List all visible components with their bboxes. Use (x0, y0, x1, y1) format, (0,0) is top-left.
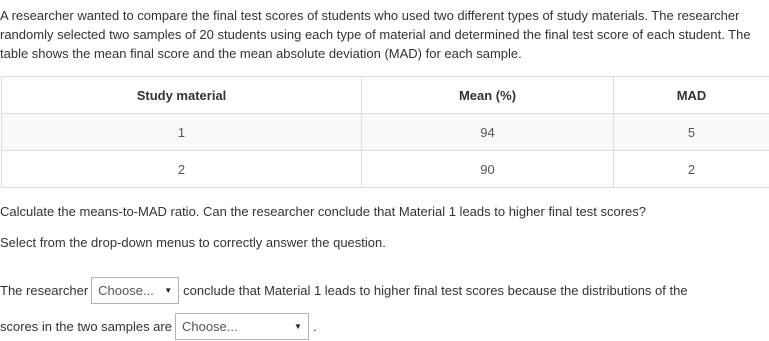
question-text: Calculate the means-to-MAD ratio. Can the researcher conclude that Material 1 leads to higher final test scores? (0, 204, 646, 220)
answer-sentence-line-1 (0, 275, 769, 305)
cell-study-material: 1 (2, 114, 362, 151)
answer-suffix-2: . (313, 319, 317, 334)
cell-mad: 5 (614, 114, 769, 151)
cell-study-material: 2 (2, 151, 362, 188)
cell-mean: 90 (362, 151, 614, 188)
cell-mad: 2 (614, 151, 769, 188)
header-mad: MAD (614, 77, 769, 114)
dropdown-arrow-icon: ▼ (294, 322, 302, 331)
distribution-dropdown-value: Choose... (182, 319, 238, 334)
header-study-material: Study material (2, 77, 362, 114)
table-header-row (2, 77, 769, 114)
distribution-dropdown[interactable] (175, 313, 309, 340)
answer-prefix-2: scores in the two samples are (0, 319, 172, 334)
table-row (2, 114, 769, 151)
instruction-text: Select from the drop-down menus to correctly answer the question. (0, 235, 386, 251)
problem-intro: A researcher wanted to compare the final test scores of students who used two different types of study materials. The researcher randomly selected two samples of 20 students using each type of material and determined the final test score of each student. The table shows the mean final score and the mean absolute deviation (MAD) for each sample. (0, 6, 769, 63)
answer-sentence-line-2 (0, 311, 769, 341)
conclusion-dropdown-value: Choose... (98, 283, 154, 298)
conclusion-dropdown[interactable] (91, 277, 179, 304)
answer-suffix-1: conclude that Material 1 leads to higher final test scores because the distributions of the (183, 283, 687, 298)
data-table (1, 76, 769, 188)
answer-prefix-1: The researcher (0, 283, 88, 298)
dropdown-arrow-icon: ▼ (164, 286, 172, 295)
header-mean: Mean (%) (362, 77, 614, 114)
table-row (2, 151, 769, 188)
cell-mean: 94 (362, 114, 614, 151)
